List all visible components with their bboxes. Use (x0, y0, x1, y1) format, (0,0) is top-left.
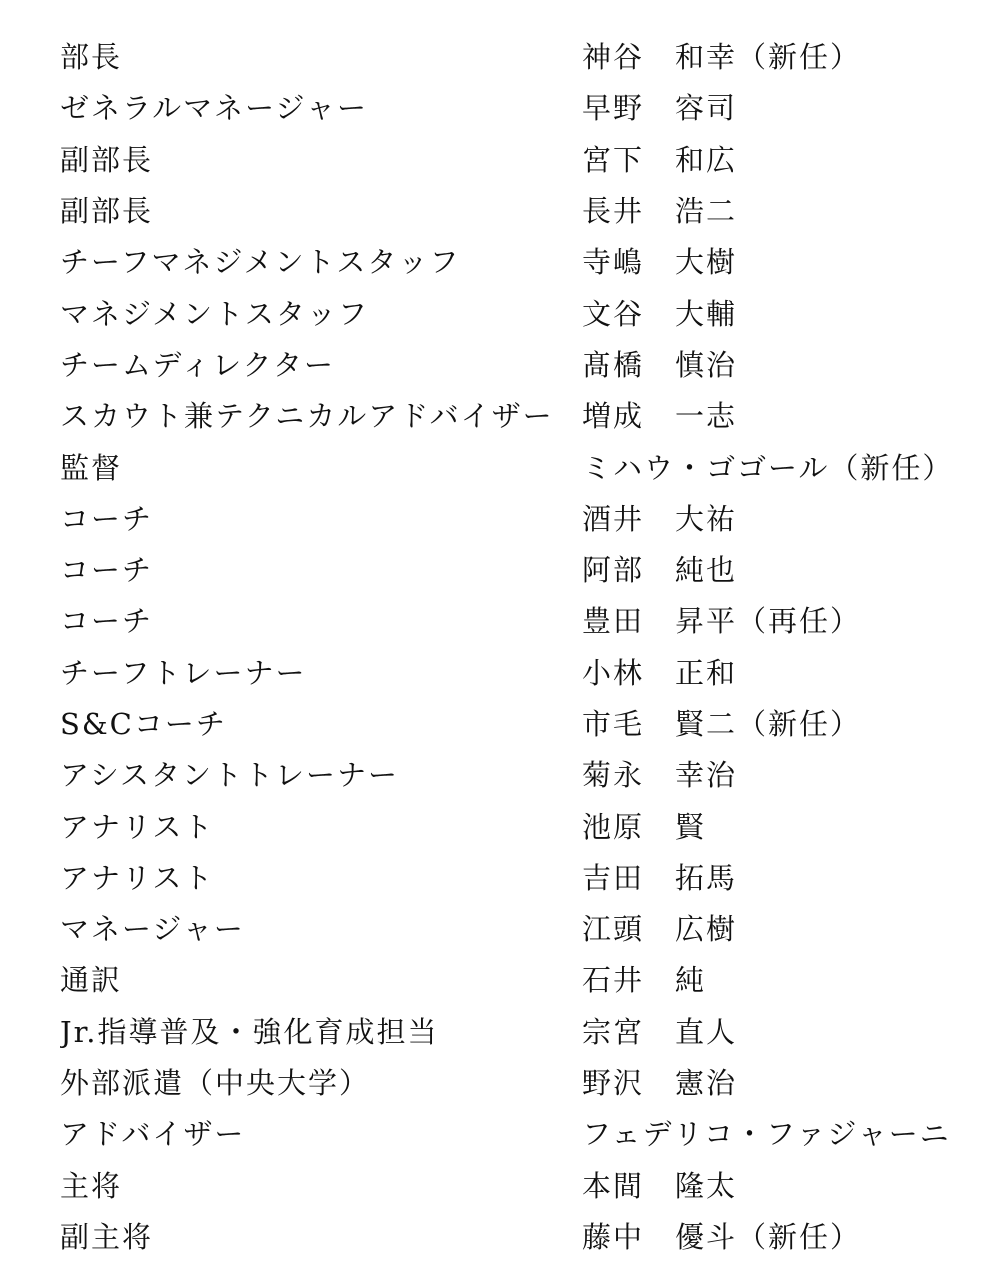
role-label: チーフトレーナー (60, 655, 307, 690)
role-label: Jr.指導普及・強化育成担当 (60, 1014, 439, 1049)
role-label: 副主将 (60, 1219, 154, 1254)
person-name: 文谷 大輔 (582, 296, 738, 331)
staff-row (0, 81, 985, 132)
role-label: 副部長 (60, 194, 154, 229)
person-name: 増成 一志 (582, 399, 738, 434)
person-name: 野沢 憲治 (582, 1066, 738, 1101)
role-label: マネージャー (60, 912, 245, 947)
person-name: 神谷 和幸（新任） (582, 40, 862, 75)
staff-row (0, 1107, 985, 1158)
staff-row (0, 492, 985, 543)
person-name: 藤中 優斗（新任） (582, 1219, 862, 1254)
person-name: ミハウ・ゴゴール（新任） (582, 450, 954, 485)
staff-row (0, 1056, 985, 1107)
person-name: 江頭 広樹 (582, 912, 738, 947)
person-name: 阿部 純也 (582, 553, 738, 588)
role-label: スカウト兼テクニカルアドバイザー (60, 399, 554, 434)
person-name: 早野 容司 (582, 91, 738, 126)
person-name: 長井 浩二 (582, 194, 738, 229)
role-label: アシスタントトレーナー (60, 758, 399, 793)
role-label: チームディレクター (60, 347, 335, 382)
role-label: チーフマネジメントスタッフ (60, 245, 461, 280)
staff-row (0, 389, 985, 440)
role-label: コーチ (60, 501, 154, 536)
staff-row (0, 1210, 985, 1261)
person-name: 小林 正和 (582, 655, 738, 690)
person-name: 髙橋 慎治 (582, 347, 738, 382)
staff-row (0, 646, 985, 697)
staff-row (0, 1005, 985, 1056)
staff-row (0, 1159, 985, 1210)
staff-row (0, 543, 985, 594)
role-label: マネジメントスタッフ (60, 296, 369, 331)
staff-row (0, 902, 985, 953)
person-name: 吉田 拓馬 (582, 860, 738, 895)
role-label: アナリスト (60, 860, 215, 895)
role-label: コーチ (60, 604, 154, 639)
person-name: 酒井 大祐 (582, 501, 738, 536)
role-label: S&Cコーチ (60, 707, 227, 741)
staff-roster (0, 30, 985, 1261)
staff-row (0, 440, 985, 491)
staff-row (0, 338, 985, 389)
role-label: コーチ (60, 553, 154, 588)
staff-row (0, 748, 985, 799)
role-label: 監督 (60, 450, 123, 485)
role-label: 通訳 (60, 963, 123, 998)
person-name: フェデリコ・ファジャーニ (582, 1117, 951, 1152)
role-label: アナリスト (60, 809, 215, 844)
person-name: 池原 賢 (582, 809, 707, 844)
person-name: 石井 純 (582, 963, 707, 998)
role-label: ゼネラルマネージャー (60, 91, 368, 126)
role-label: 副部長 (60, 142, 154, 177)
person-name: 寺嶋 大樹 (582, 245, 738, 280)
staff-row (0, 799, 985, 850)
person-name: 宗宮 直人 (582, 1014, 738, 1049)
role-label: アドバイザー (60, 1117, 246, 1152)
person-name: 菊永 幸治 (582, 758, 738, 793)
role-label: 主将 (60, 1168, 123, 1203)
staff-row (0, 133, 985, 184)
staff-row (0, 235, 985, 286)
staff-row (0, 30, 985, 81)
staff-row (0, 953, 985, 1004)
role-label: 部長 (60, 40, 123, 75)
staff-row (0, 286, 985, 337)
staff-row (0, 184, 985, 235)
staff-row (0, 697, 985, 748)
person-name: 宮下 和広 (582, 142, 738, 177)
staff-row (0, 594, 985, 645)
role-label: 外部派遣（中央大学） (60, 1066, 371, 1101)
person-name: 本間 隆太 (582, 1168, 738, 1203)
person-name: 豊田 昇平（再任） (582, 604, 862, 639)
staff-row (0, 851, 985, 902)
person-name: 市毛 賢二（新任） (582, 707, 862, 741)
